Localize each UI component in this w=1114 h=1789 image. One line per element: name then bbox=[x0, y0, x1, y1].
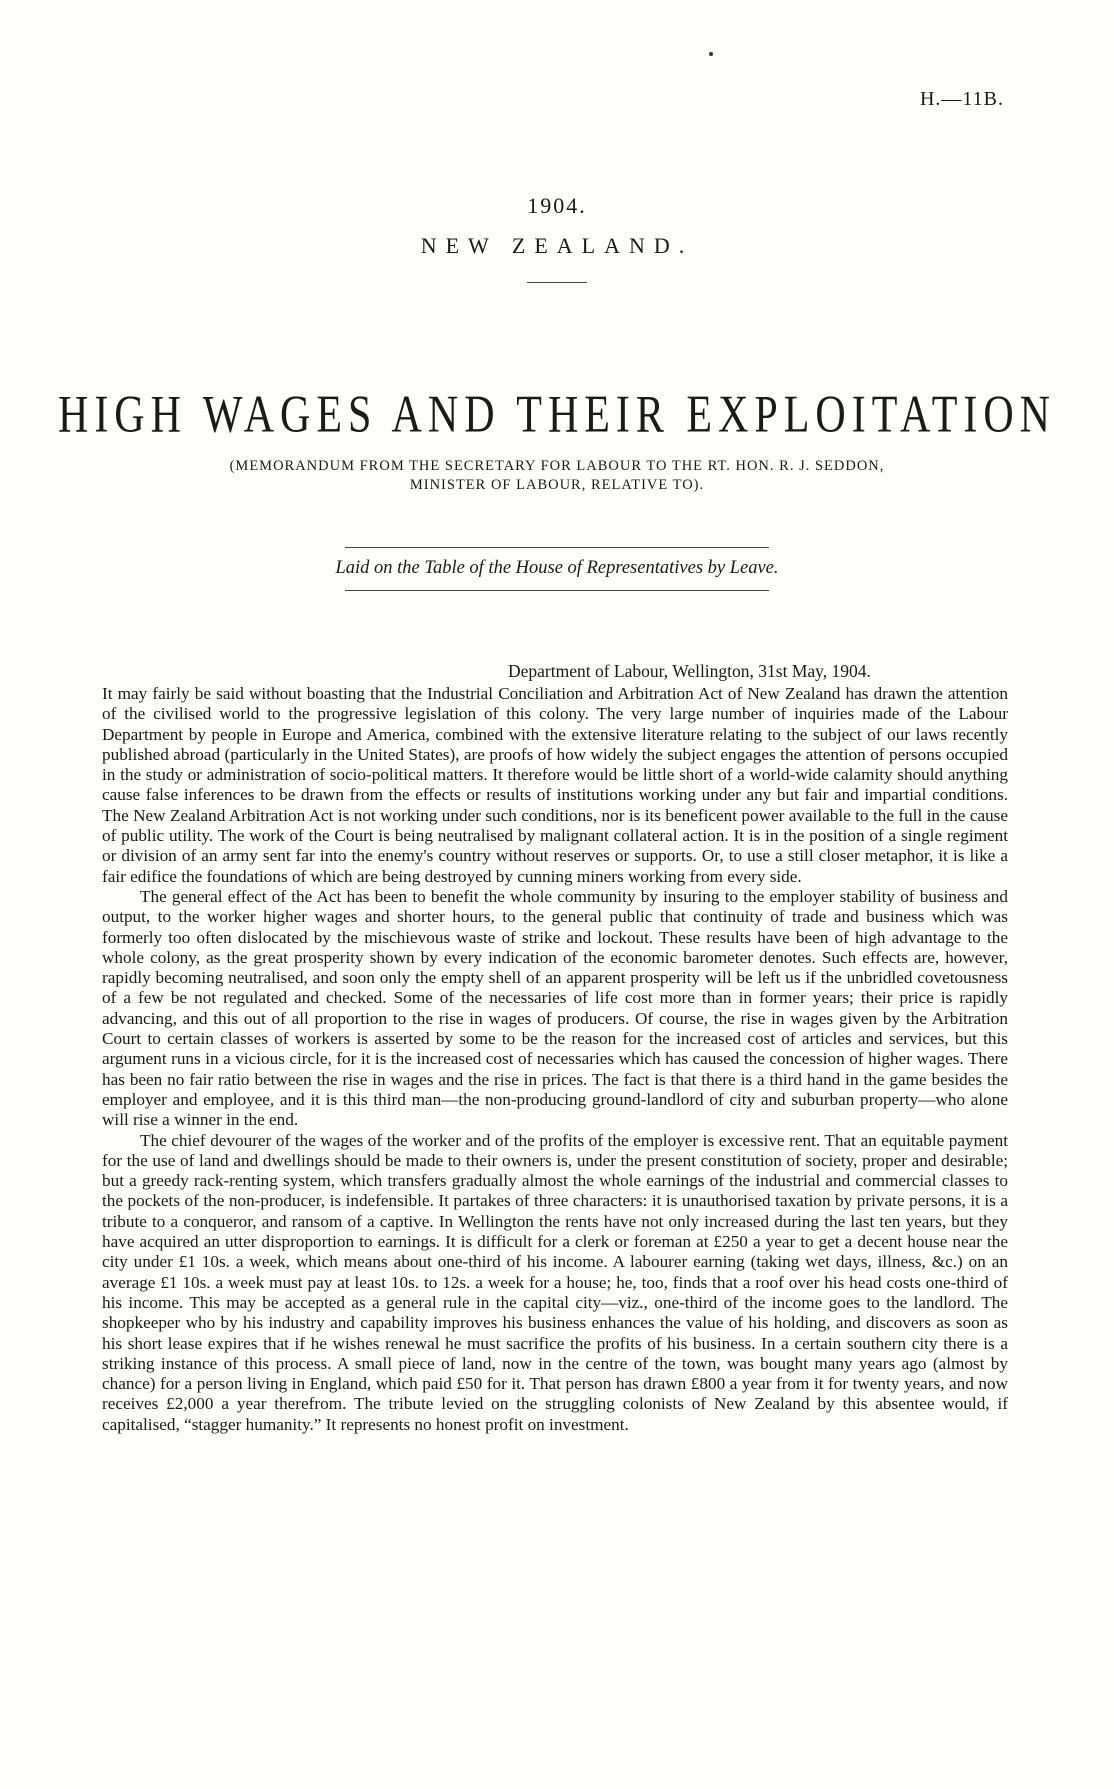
stray-mark bbox=[709, 52, 713, 56]
dateline: Department of Labour, Wellington, 31st May, 1904. bbox=[508, 661, 871, 681]
document-subtitle bbox=[140, 457, 974, 495]
paragraph-2: The general effect of the Act has been to benefit the whole community by insuring to the employer stability of business and output, to the worker higher wages and shorter hours, to the general public that continuity of trade and business which was formerly too often dislocated by the mischievous waste of strike and lockout. These results have been of high advantage to the whole colony, as the great prosperity shown by every indication of the economic barometer denotes. Such effects are, however, rapidly becoming neutralised, and soon only the empty shell of an apparent prosperity will be left us if the unbridled covetousness of a few be not regulated and checked. Some of the necessaries of life cost more than in former years; their price is rapidly advancing, and this out of all proportion to the rise in wages of producers. Of course, the rise in wages given by the Arbitration Court to certain classes of workers is asserted by some to be the reason for the increased cost of articles and services, but this argument runs in a vicious circle, for it is the increased cost of necessaries which has caused the concession of higher wages. There has been no fair ratio between the rise in wages and the rise in prices. The fact is that there is a third hand in the game besides the employer and employee, and it is this third man—the non-producing ground-landlord of city and suburban property—who alone will rise a winner in the end. bbox=[102, 886, 1008, 1130]
memorandum-body bbox=[102, 684, 1008, 1435]
laid-on-table-note: Laid on the Table of the House of Representatives by Leave. bbox=[335, 558, 779, 578]
divider-top bbox=[345, 547, 769, 548]
divider-bottom bbox=[345, 590, 769, 591]
subtitle-line-1: (MEMORANDUM FROM THE SECRETARY FOR LABOUR TO THE RT. HON. R. J. SEDDON, bbox=[229, 458, 885, 474]
publication-year: 1904. bbox=[527, 193, 587, 218]
document-reference: H.—11B. bbox=[919, 88, 1004, 110]
document-title: HIGH WAGES AND THEIR EXPLOITATION bbox=[57, 386, 1057, 444]
short-divider bbox=[527, 282, 587, 283]
country-heading: NEW ZEALAND. bbox=[420, 233, 694, 258]
subtitle-line-2: MINISTER OF LABOUR, RELATIVE TO). bbox=[409, 477, 705, 493]
paragraph-1: It may fairly be said without boasting that the Industrial Conciliation and Arbitration Act of New Zealand has drawn the attention of the civilised world to the progressive legislation of this colony. The very large number of inquiries made of the Labour Department by people in Europe and America, combined with the extensive literature relating to the subject of our laws recently published abroad (particularly in the United States), are proofs of how widely the subject engages the attention of persons occupied in the study or administration of socio-political matters. It therefore would be little short of a world-wide calamity should anything cause false inferences to be drawn from the effects or results of institutions working under any but fair and impartial conditions. The New Zealand Arbitration Act is not working under such conditions, nor is its beneficent power available to the full in the cause of public utility. The work of the Court is being neutralised by malignant collateral action. It is in the position of a single regiment or division of an army sent far into the enemy's country without reserves or supports. Or, to use a still closer metaphor, it is like a fair edifice the foundations of which are being destroyed by cunning miners working from every side. bbox=[102, 684, 1008, 886]
paragraph-3: The chief devourer of the wages of the worker and of the profits of the employer is excessive rent. That an equitable payment for the use of land and dwellings should be made to their owners is, under the present constitution of society, proper and desirable; but a greedy rack-renting system, which transfers gradually almost the whole earnings of the industrial and commercial classes to the pockets of the non-producer, is indefensible. It partakes of three characters: it is unauthorised taxation by private persons, it is a tribute to a conqueror, and ransom of a captive. In Wellington the rents have not only increased during the last ten years, but they have acquired an utter disproportion to earnings. It is difficult for a clerk or foreman at £250 a year to get a decent house near the city under £1 10s. a week, which means about one-third of his income. A labourer earning (taking wet days, illness, &c.) on an average £1 10s. a week must pay at least 10s. to 12s. a week for a house; he, too, finds that a roof over his head costs one-third of his income. This may be accepted as a general rule in the capital city—viz., one-third of the income goes to the landlord. The shopkeeper who by his industry and capability improves his business enhances the value of his holding, and discovers as soon as his short lease expires that if he wishes renewal he must sacrifice the profits of his business. In a certain southern city there is a striking instance of this process. A small piece of land, now in the centre of the town, was bought many years ago (almost by chance) for a person living in England, which paid £50 for it. That person has drawn £800 a year from it for twenty years, and now receives £2,000 a year therefrom. The tribute levied on the struggling colonists of New Zealand by this absentee would, if capitalised, “stagger humanity.” It represents no honest profit on investment. bbox=[102, 1130, 1008, 1434]
